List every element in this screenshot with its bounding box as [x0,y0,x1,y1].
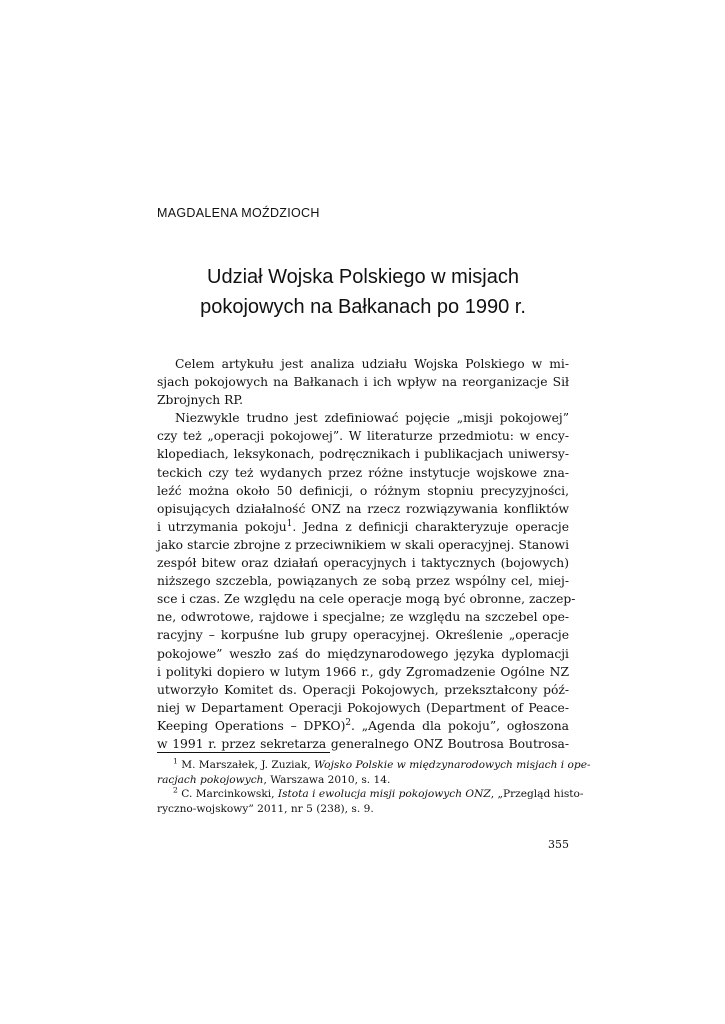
footnote-ref[interactable]: 1 [286,518,293,529]
body-line: racyjny – korpuśne lub grupy operacyjnej. Określenie „operacje [157,628,569,643]
body-line: w 1991 r. przez sekretarza generalnego ONZ Boutrosa Boutrosa- [157,736,569,751]
body-text: i utrzymania pokoju [157,519,287,534]
page-number: 355 [548,838,569,851]
body-line: niej w Departament Operacji Pokojowych (Department of Peace- [157,700,569,715]
footnote-1-cont [157,773,569,788]
body-line: opisujących działalność ONZ na rzecz rozwiązywania konfliktów [157,501,569,516]
body-line: Niezwykle trudno jest zdefiniować pojęcie „misji pokojowej” [175,411,569,426]
title-line: pokojowych na Bałkanach po 1990 r. [200,296,526,318]
body-line: zespół bitew oraz działań operacyjnych i taktycznych (bojowych) [157,556,569,571]
body-line: i polityki dopiero w lutym 1966 r., gdy Zgromadzenie Ogólne NZ [157,664,569,679]
footnote-text: M. Marszałek, J. Zuziak, [177,759,315,771]
footnote-text: , „Przegląd histo- [490,788,584,801]
footnote-ref[interactable]: 2 [345,717,352,728]
body-line: sce i czas. Ze względu na cele operacje mogą być obronne, zaczep- [157,592,576,607]
body-line: Celem artykułu jest analiza udziału Wojska Polskiego w mi- [175,357,569,371]
footnote-1 [157,756,591,773]
body-line [157,717,569,735]
author-name: MAGDALENA MOŹDZIOCH [157,206,320,220]
footnote-text: , Warszawa 2010, s. 14. [263,773,391,786]
footnote-text: C. Marcinkowski, [177,788,278,801]
body-text: . Jedna z definicji charakteryzuje operacje [292,519,569,534]
body-line: sjach pokojowych na Bałkanach i ich wpływ na reorganizacje Sił [157,375,569,390]
footnote-2 [157,785,584,802]
footnote-number: 1 [173,756,178,766]
footnote-number: 2 [173,785,178,795]
article-body [157,355,576,753]
footnote-separator [157,752,330,753]
body-line: leźć można około 50 definicji, o różnym stopniu precyzyjności, [157,483,569,498]
body-line: czy też „operacji pokojowej”. W literaturze przedmiotu: w ency- [157,429,569,444]
body-line: teckich czy też wydanych przez różne instytucje wojskowe zna- [157,465,569,480]
body-line: niższego szczebla, powiązanych ze sobą przez wspólny cel, miej- [157,574,569,589]
title-line: Udział Wojska Polskiego w misjach [207,266,519,288]
body-text: . „Agenda dla pokoju”, ogłoszona [351,718,569,733]
body-line: ne, odwrotowe, rajdowe i specjalne; ze względu na szczebel ope- [157,610,569,625]
article-title [157,262,569,322]
footnote-citation-title: Wojsko Polskie w międzynarodowych misjach i ope- [314,759,591,771]
body-line [157,518,569,536]
body-line: pokojowe” weszło zaś do międzynarodowego języka dyplomacji [157,646,569,661]
footnotes [157,756,591,816]
footnote-2-cont: ryczno-wojskowy” 2011, nr 5 (238), s. 9. [157,802,374,815]
body-line: Zbrojnych RP. [157,393,244,408]
body-line: klopediach, leksykonach, podręcznikach i publikacjach uniwersy- [157,447,569,462]
footnote-citation-title: Istota i ewolucja misji pokojowych ONZ [277,788,491,801]
body-line: utworzyło Komitet ds. Operacji Pokojowych, przekształcony póź- [157,682,569,697]
footnote-citation-title: racjach pokojowych [157,773,264,786]
body-text: Keeping Operations – DPKO) [157,718,346,733]
body-line: jako starcie zbrojne z przeciwnikiem w skali operacyjnej. Stanowi [157,537,569,552]
